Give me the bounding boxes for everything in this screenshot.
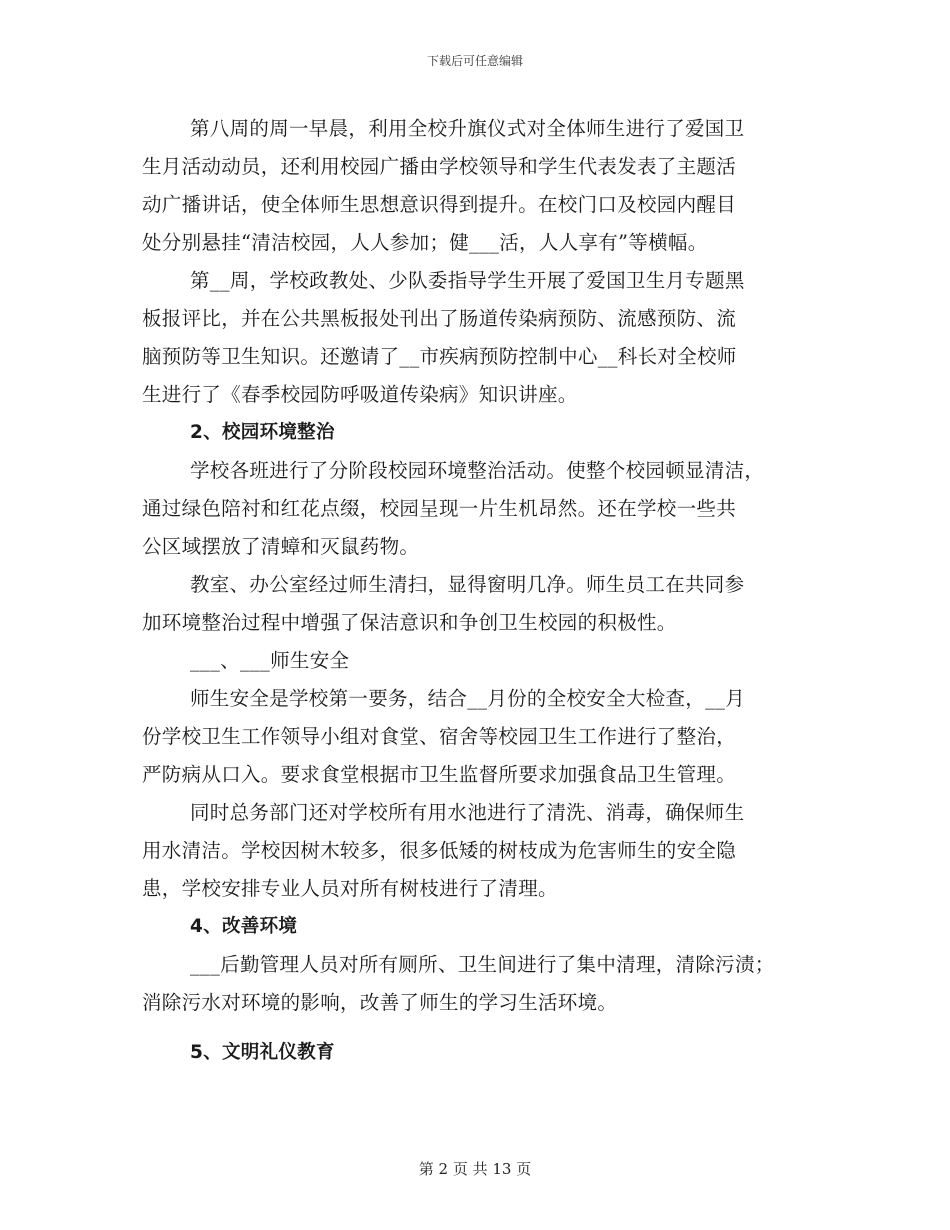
paragraph xyxy=(142,262,812,414)
paragraph-line: 动广播讲话，使全体师生思想意识得到提升。在校门口及校园内醒目 xyxy=(142,193,737,216)
paragraph-line: 处分别悬挂“清洁校园，人人参加；健___活，人人享有”等横幅。 xyxy=(142,231,708,254)
paragraph-line: 教室、办公室经过师生清扫，显得窗明几净。师生员工在共同参 xyxy=(190,573,745,596)
section-heading xyxy=(142,414,812,452)
paragraph-line: 通过绿色陪衬和红花点缀，校园呈现一片生机昂然。还在学校一些共 xyxy=(142,497,737,520)
page-header: 下载后可任意编辑 xyxy=(426,54,523,68)
paragraph-line: 同时总务部门还对学校所有用水池进行了清洗、消毒，确保师生 xyxy=(190,801,745,824)
paragraph-line: 学校各班进行了分阶段校园环境整治活动。使整个校园顿显清洁， xyxy=(190,459,765,482)
paragraph-line: 严防病从口入。要求食堂根据市卫生监督所要求加强食品卫生管理。 xyxy=(142,763,737,786)
heading-text: 5、文明礼仪教育 xyxy=(190,1042,335,1063)
paragraph-line: ___、___师生安全 xyxy=(190,649,350,672)
section-heading xyxy=(142,908,812,946)
paragraph xyxy=(142,946,812,1022)
paragraph xyxy=(142,566,812,642)
paragraph-line: ___后勤管理人员对所有厕所、卫生间进行了集中清理，清除污渍； xyxy=(190,953,775,976)
paragraph xyxy=(142,452,812,566)
heading-text: 2、校园环境整治 xyxy=(190,422,335,443)
paragraph-line: 患，学校安排专业人员对所有树枝进行了清理。 xyxy=(142,877,558,900)
paragraph-line: 份学校卫生工作领导小组对食堂、宿舍等校园卫生工作进行了整治， xyxy=(142,725,737,748)
document-body xyxy=(142,110,812,1072)
paragraph-line: 脑预防等卫生知识。还邀请了__市疾病预防控制中心__科长对全校师 xyxy=(142,345,737,368)
paragraph-line: 用水清洁。学校因树木较多，很多低矮的树枝成为危害师生的安全隐 xyxy=(142,839,737,862)
paragraph xyxy=(142,794,812,908)
paragraph-line: 第八周的周一早晨，利用全校升旗仪式对全体师生进行了爱国卫 xyxy=(190,117,745,140)
paragraph-line: 第__周，学校政教处、少队委指导学生开展了爱国卫生月专题黑 xyxy=(190,269,745,292)
paragraph-line: 生月活动动员，还利用校园广播由学校领导和学生代表发表了主题活 xyxy=(142,155,737,178)
paragraph xyxy=(142,680,812,794)
paragraph-line: 加环境整治过程中增强了保洁意识和争创卫生校园的积极性。 xyxy=(142,611,677,634)
paragraph-line: 消除污水对环境的影响，改善了师生的学习生活环境。 xyxy=(142,991,618,1014)
paragraph-line: 公区域摆放了清蟑和灭鼠药物。 xyxy=(142,535,420,558)
paragraph-line: 生进行了《春季校园防呼吸道传染病》知识讲座。 xyxy=(142,383,578,406)
paragraph-line: 板报评比，并在公共黑板报处刊出了肠道传染病预防、流感预防、流 xyxy=(142,307,737,330)
section-heading xyxy=(142,1034,812,1072)
page-number-footer: 第 2 页 共 13 页 xyxy=(418,1160,532,1178)
paragraph xyxy=(142,642,812,680)
heading-text: 4、改善环境 xyxy=(190,916,298,937)
paragraph xyxy=(142,110,812,262)
paragraph-line: 师生安全是学校第一要务，结合__月份的全校安全大检查，__月 xyxy=(190,687,745,710)
